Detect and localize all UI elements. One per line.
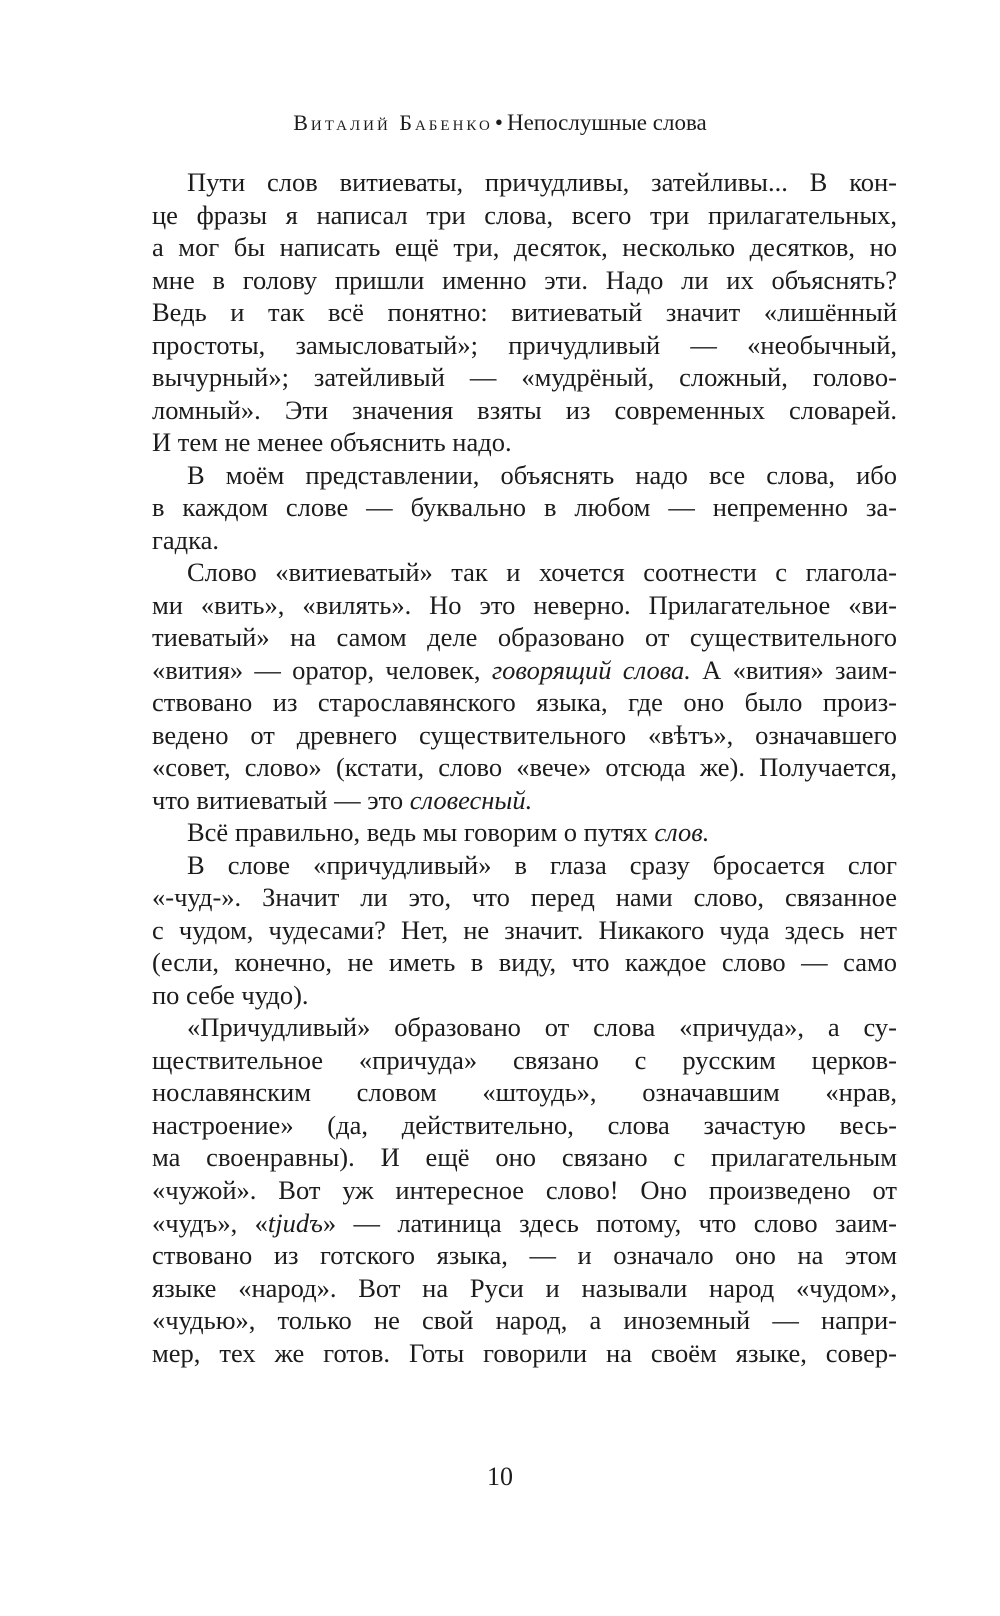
text-line: мне в голову пришли именно эти. Надо ли их объяснять? — [152, 264, 897, 295]
text-line: В моём представлении, объяснять надо все слова, ибо — [187, 459, 897, 490]
header-book-title: Непослушные слова — [506, 110, 707, 135]
text-line: «-чуд-». Значит ли это, что перед нами слово, связанное — [152, 882, 897, 913]
running-header — [0, 108, 1000, 138]
text-line: ми «вить», «вилять». Но это неверно. Прилагательное «ви- — [152, 589, 897, 620]
text-segment: что витиеватый — это — [152, 784, 404, 815]
text-line: ма своенравны). И ещё оно связано с прилагательным — [152, 1142, 897, 1173]
text-line: нославянским словом «штоудь», означавшим «нрав, — [152, 1077, 897, 1108]
text-line: Ведь и так всё понятно: витиеватый значит «лишённый — [152, 297, 897, 328]
text-line: языке «народ». Вот на Руси и называли народ «чудом», — [152, 1272, 897, 1303]
text-line — [152, 1207, 897, 1240]
text-line: Слово «витиеватый» так и хочется соотнести с глагола- — [187, 557, 897, 588]
italic-phrase: tjudъ — [267, 1207, 323, 1238]
text-segment: Всё правильно, ведь мы говорим о путях — [187, 817, 648, 848]
text-line: по себе чудо). — [152, 979, 309, 1010]
text-line: це фразы я написал три слова, всего три прилагательных, — [152, 199, 897, 230]
text-line: «Причудливый» образовано от слова «причуда», а су- — [187, 1012, 897, 1043]
text-line: тиеватый» на самом деле образовано от существительного — [152, 622, 897, 653]
text-segment: » — латиница здесь потому, что слово заим- — [322, 1207, 897, 1238]
italic-phrase: словесный. — [409, 784, 533, 815]
text-segment: «чудъ», « — [152, 1207, 268, 1238]
text-line: ведено от древнего существительного «вѣтъ», означавшего — [152, 719, 897, 750]
text-line: ломный». Эти значения взяты из современных словарей. — [152, 394, 897, 425]
text-line: вычурный»; затейливый — «мудрёный, сложный, головo- — [152, 362, 897, 393]
text-line: «совет, слово» (кстати, слово «вече» отсюда же). Получается, — [152, 752, 897, 783]
text-line: мер, тех же готов. Готы говорили на своём языке, совер- — [152, 1337, 897, 1368]
text-line: в каждом слове — буквально в любом — непременно за- — [152, 492, 897, 523]
text-line — [152, 654, 897, 687]
text-line: гадка. — [152, 524, 219, 555]
text-segment: А «вития» заим- — [702, 654, 897, 685]
text-line: а мог бы написать ещё три, десяток, несколько десятков, но — [152, 232, 897, 263]
text-line — [152, 784, 897, 817]
text-line: простоты, замысловатый»; причудливый — «необычный, — [152, 329, 897, 360]
text-line: В слове «причудливый» в глаза сразу бросается слог — [187, 849, 897, 880]
header-separator: • — [494, 110, 503, 135]
text-line: ствовано из старославянского языка, где оно было произ- — [152, 687, 897, 718]
italic-phrase: говорящий слова. — [491, 654, 691, 685]
text-line: Пути слов витиеваты, причудливы, затейливы... В кон- — [187, 167, 897, 197]
italic-phrase: слов. — [654, 817, 710, 848]
page-number: 10 — [487, 1462, 513, 1491]
text-line: с чудом, чудесами? Нет, не значит. Никакого чуда здесь нет — [152, 914, 897, 945]
text-line — [152, 816, 897, 849]
text-segment: «вития» — оратор, человек, — [152, 654, 481, 685]
text-line: И тем не менее объяснить надо. — [152, 427, 512, 458]
text-line: ществительное «причуда» связано с русским церков- — [152, 1044, 897, 1075]
text-line: настроение» (да, действительно, слова зачастую весь- — [152, 1109, 897, 1140]
header-author: Виталий Бабенко — [293, 110, 493, 135]
body-text — [152, 166, 897, 1369]
text-line: «чужой». Вот уж интересное слово! Оно произведено от — [152, 1174, 897, 1205]
text-line: «чудью», только не свой народ, а иноземный — напри- — [152, 1305, 897, 1336]
text-line: (если, конечно, не иметь в виду, что каждое слово — само — [152, 947, 897, 978]
text-line: ствовано из готского языка, — и означало оно на этом — [152, 1240, 897, 1271]
